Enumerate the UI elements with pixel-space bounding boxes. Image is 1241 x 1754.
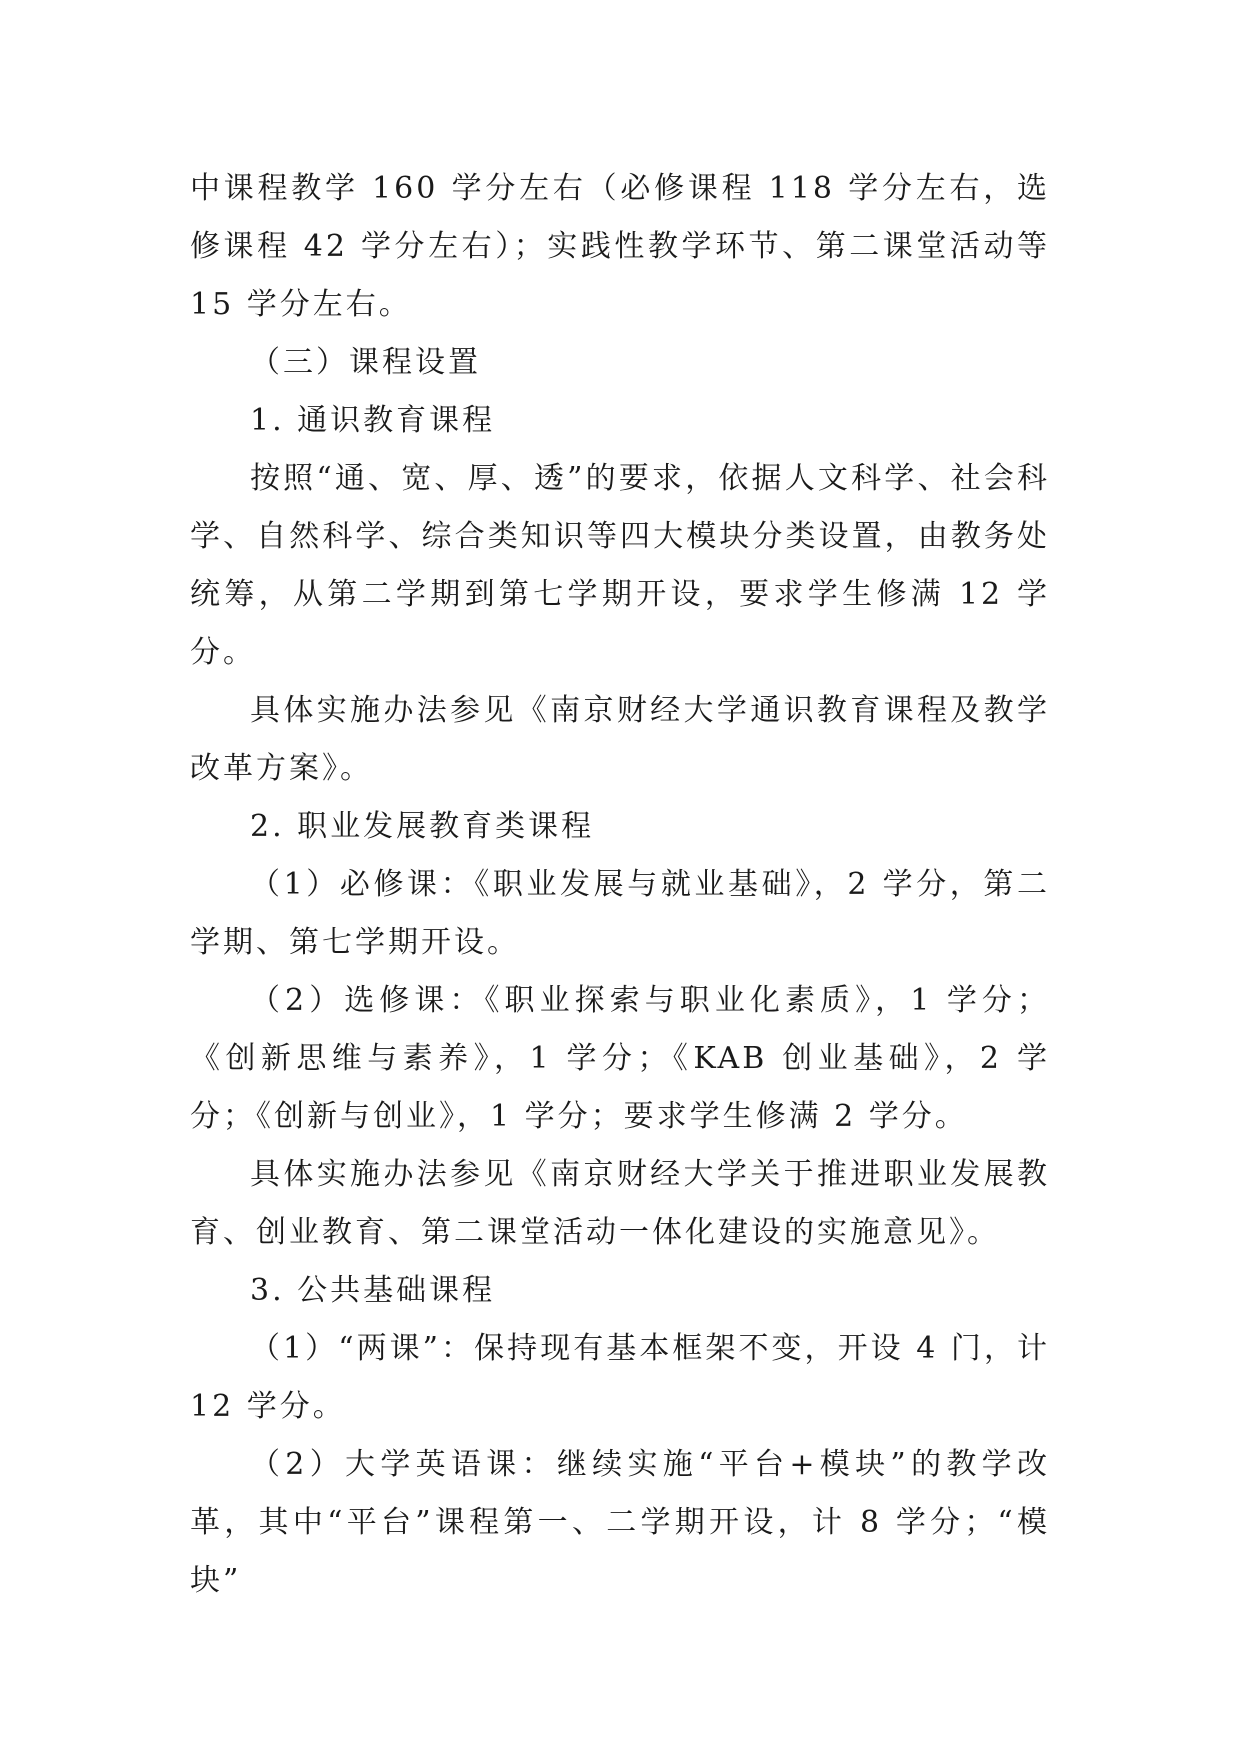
paragraph-general-education-reference: 具体实施办法参见《南京财经大学通识教育课程及教学改革方案》。 xyxy=(190,693,1050,786)
paragraph-career-reference: 具体实施办法参见《南京财经大学关于推进职业发展教育、创业教育、第二课堂活动一体化建设的实施意见》。 xyxy=(190,1157,1050,1250)
heading-career-development: 2. 职业发展教育类课程 xyxy=(250,809,595,844)
paragraph-credits-continued: 中课程教学 160 学分左右（必修课程 118 学分左右，选修课程 42 学分左右）；实践性教学环节、第二课堂活动等 15 学分左右。 xyxy=(190,171,1050,322)
paragraph-career-required: （1）必修课：《职业发展与就业基础》，2 学分，第二学期、第七学期开设。 xyxy=(190,867,1050,960)
heading-general-education: 1. 通识教育课程 xyxy=(250,403,496,438)
paragraph-general-education: 按照“通、宽、厚、透”的要求，依据人文科学、社会科学、自然科学、综合类知识等四大模块分类设置，由教务处统筹，从第二学期到第七学期开设，要求学生修满 12 学分。 xyxy=(190,461,1050,670)
document-body xyxy=(190,160,1050,1610)
heading-public-foundation: 3. 公共基础课程 xyxy=(250,1273,496,1308)
paragraph-career-elective: （2）选修课：《职业探索与职业化素质》，1 学分；《创新思维与素养》，1 学分；《KAB 创业基础》，2 学分；《创新与创业》，1 学分；要求学生修满 2 学分。 xyxy=(190,983,1050,1134)
paragraph-two-courses: （1）“两课”：保持现有基本框架不变，开设 4 门，计 12 学分。 xyxy=(190,1331,1050,1424)
heading-course-setup: （三）课程设置 xyxy=(250,345,481,380)
paragraph-college-english: （2）大学英语课：继续实施“平台+模块”的教学改革，其中“平台”课程第一、二学期开设，计 8 学分；“模块” xyxy=(190,1447,1050,1598)
